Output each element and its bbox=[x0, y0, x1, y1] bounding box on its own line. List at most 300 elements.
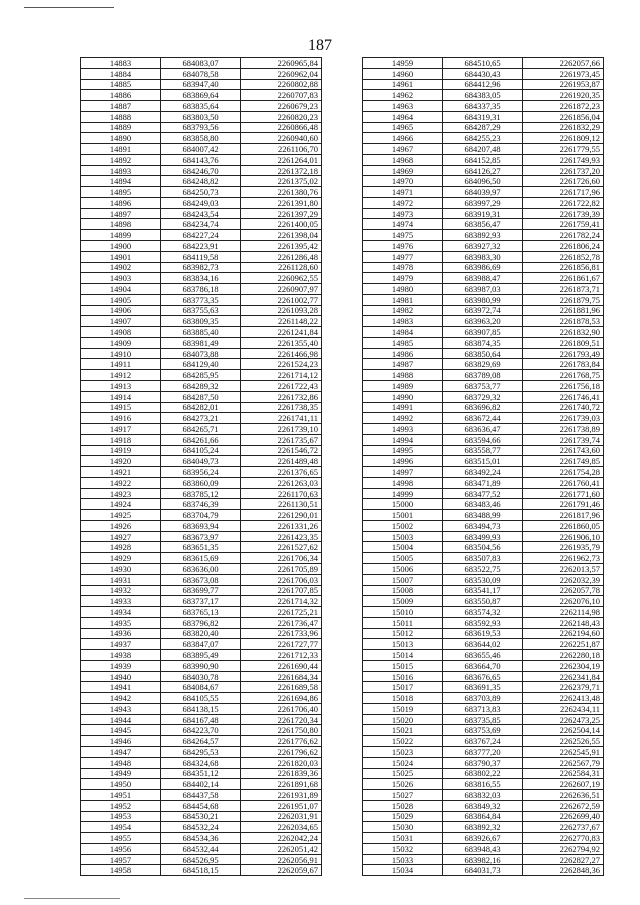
point-number-cell: 14992 bbox=[363, 413, 443, 424]
table-row bbox=[81, 445, 322, 456]
y-coordinate-cell: 2261398,04 bbox=[241, 230, 322, 241]
point-number-cell: 14939 bbox=[81, 660, 161, 671]
x-coordinate-cell: 683499,93 bbox=[443, 531, 523, 542]
y-coordinate-cell: 2261689,58 bbox=[241, 682, 322, 693]
point-number-cell: 14895 bbox=[81, 187, 161, 198]
y-coordinate-cell: 2261391,80 bbox=[241, 197, 322, 208]
x-coordinate-cell: 684430,43 bbox=[443, 68, 523, 79]
x-coordinate-cell: 684249,03 bbox=[161, 197, 241, 208]
x-coordinate-cell: 684167,48 bbox=[161, 714, 241, 725]
table-row bbox=[81, 165, 322, 176]
y-coordinate-cell: 2261375,02 bbox=[241, 176, 322, 187]
table-row bbox=[81, 542, 322, 553]
y-coordinate-cell: 2261722,82 bbox=[523, 197, 604, 208]
y-coordinate-cell: 2262076,10 bbox=[523, 596, 604, 607]
table-row bbox=[363, 800, 604, 811]
table-row bbox=[81, 757, 322, 768]
y-coordinate-cell: 2262413,48 bbox=[523, 693, 604, 704]
point-number-cell: 14977 bbox=[363, 251, 443, 262]
table-row bbox=[81, 499, 322, 510]
point-number-cell: 14891 bbox=[81, 144, 161, 155]
table-row bbox=[81, 327, 322, 338]
table-row bbox=[363, 574, 604, 585]
table-row bbox=[81, 768, 322, 779]
point-number-cell: 14906 bbox=[81, 305, 161, 316]
table-row bbox=[81, 596, 322, 607]
point-number-cell: 15022 bbox=[363, 736, 443, 747]
point-number-cell: 15001 bbox=[363, 510, 443, 521]
table-row bbox=[363, 650, 604, 661]
y-coordinate-cell: 2261736,47 bbox=[241, 617, 322, 628]
point-number-cell: 14904 bbox=[81, 284, 161, 295]
x-coordinate-cell: 683820,40 bbox=[161, 628, 241, 639]
table-row bbox=[81, 68, 322, 79]
top-rule bbox=[24, 7, 114, 8]
y-coordinate-cell: 2261170,63 bbox=[241, 488, 322, 499]
table-row bbox=[81, 607, 322, 618]
point-number-cell: 15029 bbox=[363, 811, 443, 822]
point-number-cell: 14888 bbox=[81, 111, 161, 122]
x-coordinate-cell: 683515,01 bbox=[443, 456, 523, 467]
x-coordinate-cell: 683550,87 bbox=[443, 596, 523, 607]
point-number-cell: 14949 bbox=[81, 768, 161, 779]
table-row bbox=[363, 628, 604, 639]
x-coordinate-cell: 683990,90 bbox=[161, 660, 241, 671]
table-row bbox=[81, 865, 322, 876]
point-number-cell: 14997 bbox=[363, 467, 443, 478]
coordinates-table-left bbox=[80, 57, 322, 876]
table-row bbox=[81, 424, 322, 435]
x-coordinate-cell: 683796,82 bbox=[161, 617, 241, 628]
y-coordinate-cell: 2262584,31 bbox=[523, 768, 604, 779]
table-row bbox=[363, 101, 604, 112]
table-row bbox=[363, 402, 604, 413]
point-number-cell: 14955 bbox=[81, 833, 161, 844]
point-number-cell: 15026 bbox=[363, 779, 443, 790]
y-coordinate-cell: 2262848,36 bbox=[523, 865, 604, 876]
point-number-cell: 14981 bbox=[363, 294, 443, 305]
point-number-cell: 15020 bbox=[363, 714, 443, 725]
x-coordinate-cell: 683919,31 bbox=[443, 208, 523, 219]
y-coordinate-cell: 2261714,32 bbox=[241, 596, 322, 607]
table-row bbox=[363, 122, 604, 133]
x-coordinate-cell: 683802,22 bbox=[443, 768, 523, 779]
y-coordinate-cell: 2261527,62 bbox=[241, 542, 322, 553]
point-number-cell: 14919 bbox=[81, 445, 161, 456]
y-coordinate-cell: 2261973,45 bbox=[523, 68, 604, 79]
y-coordinate-cell: 2261355,40 bbox=[241, 337, 322, 348]
table-row bbox=[81, 197, 322, 208]
table-row bbox=[363, 445, 604, 456]
y-coordinate-cell: 2262827,27 bbox=[523, 854, 604, 865]
point-number-cell: 15000 bbox=[363, 499, 443, 510]
y-coordinate-cell: 2261861,67 bbox=[523, 273, 604, 284]
table-row bbox=[363, 273, 604, 284]
table-row bbox=[363, 607, 604, 618]
x-coordinate-cell: 684248,82 bbox=[161, 176, 241, 187]
y-coordinate-cell: 2261106,70 bbox=[241, 144, 322, 155]
y-coordinate-cell: 2261738,35 bbox=[241, 402, 322, 413]
table-row bbox=[81, 510, 322, 521]
x-coordinate-cell: 683856,47 bbox=[443, 219, 523, 230]
x-coordinate-cell: 684289,32 bbox=[161, 380, 241, 391]
x-coordinate-cell: 683574,32 bbox=[443, 607, 523, 618]
x-coordinate-cell: 683673,08 bbox=[161, 574, 241, 585]
y-coordinate-cell: 2261380,76 bbox=[241, 187, 322, 198]
y-coordinate-cell: 2261739,39 bbox=[523, 208, 604, 219]
table-row bbox=[363, 284, 604, 295]
point-number-cell: 14964 bbox=[363, 111, 443, 122]
point-number-cell: 15031 bbox=[363, 833, 443, 844]
point-number-cell: 15018 bbox=[363, 693, 443, 704]
y-coordinate-cell: 2261372,18 bbox=[241, 165, 322, 176]
y-coordinate-cell: 2262770,83 bbox=[523, 833, 604, 844]
y-coordinate-cell: 2261783,84 bbox=[523, 359, 604, 370]
y-coordinate-cell: 2261466,98 bbox=[241, 348, 322, 359]
table-row bbox=[81, 176, 322, 187]
point-number-cell: 14965 bbox=[363, 122, 443, 133]
x-coordinate-cell: 683615,69 bbox=[161, 553, 241, 564]
y-coordinate-cell: 2261776,62 bbox=[241, 736, 322, 747]
y-coordinate-cell: 2261690,44 bbox=[241, 660, 322, 671]
x-coordinate-cell: 683789,08 bbox=[443, 370, 523, 381]
point-number-cell: 14911 bbox=[81, 359, 161, 370]
x-coordinate-cell: 683786,18 bbox=[161, 284, 241, 295]
point-number-cell: 15005 bbox=[363, 553, 443, 564]
table-row bbox=[363, 585, 604, 596]
y-coordinate-cell: 2262473,25 bbox=[523, 714, 604, 725]
x-coordinate-cell: 684234,74 bbox=[161, 219, 241, 230]
point-number-cell: 14947 bbox=[81, 747, 161, 758]
table-row bbox=[363, 111, 604, 122]
y-coordinate-cell: 2262636,51 bbox=[523, 790, 604, 801]
y-coordinate-cell: 2261793,49 bbox=[523, 348, 604, 359]
point-number-cell: 14916 bbox=[81, 413, 161, 424]
point-number-cell: 14950 bbox=[81, 779, 161, 790]
y-coordinate-cell: 2260962,04 bbox=[241, 68, 322, 79]
x-coordinate-cell: 684273,21 bbox=[161, 413, 241, 424]
x-coordinate-cell: 683753,69 bbox=[443, 725, 523, 736]
y-coordinate-cell: 2261717,96 bbox=[523, 187, 604, 198]
table-row bbox=[81, 230, 322, 241]
table-row bbox=[81, 854, 322, 865]
table-row bbox=[363, 779, 604, 790]
table-row bbox=[363, 714, 604, 725]
y-coordinate-cell: 2261706,34 bbox=[241, 553, 322, 564]
x-coordinate-cell: 683987,03 bbox=[443, 284, 523, 295]
point-number-cell: 15004 bbox=[363, 542, 443, 553]
y-coordinate-cell: 2261726,60 bbox=[523, 176, 604, 187]
y-coordinate-cell: 2261722,43 bbox=[241, 380, 322, 391]
y-coordinate-cell: 2261872,23 bbox=[523, 101, 604, 112]
point-number-cell: 14935 bbox=[81, 617, 161, 628]
point-number-cell: 14972 bbox=[363, 197, 443, 208]
point-number-cell: 14956 bbox=[81, 843, 161, 854]
table-row bbox=[363, 208, 604, 219]
y-coordinate-cell: 2261286,48 bbox=[241, 251, 322, 262]
y-coordinate-cell: 2260866,48 bbox=[241, 122, 322, 133]
y-coordinate-cell: 2262280,18 bbox=[523, 650, 604, 661]
point-number-cell: 14902 bbox=[81, 262, 161, 273]
table-row bbox=[363, 144, 604, 155]
point-number-cell: 14900 bbox=[81, 241, 161, 252]
point-number-cell: 14899 bbox=[81, 230, 161, 241]
table-row bbox=[363, 165, 604, 176]
y-coordinate-cell: 2262034,65 bbox=[241, 822, 322, 833]
point-number-cell: 14914 bbox=[81, 391, 161, 402]
x-coordinate-cell: 684105,24 bbox=[161, 445, 241, 456]
table-row bbox=[363, 262, 604, 273]
table-row bbox=[81, 585, 322, 596]
x-coordinate-cell: 684096,50 bbox=[443, 176, 523, 187]
table-row bbox=[363, 187, 604, 198]
y-coordinate-cell: 2262032,39 bbox=[523, 574, 604, 585]
point-number-cell: 14998 bbox=[363, 477, 443, 488]
y-coordinate-cell: 2262379,71 bbox=[523, 682, 604, 693]
y-coordinate-cell: 2261733,96 bbox=[241, 628, 322, 639]
x-coordinate-cell: 683988,47 bbox=[443, 273, 523, 284]
x-coordinate-cell: 683963,20 bbox=[443, 316, 523, 327]
point-number-cell: 14957 bbox=[81, 854, 161, 865]
table-row bbox=[81, 402, 322, 413]
y-coordinate-cell: 2261290,01 bbox=[241, 510, 322, 521]
point-number-cell: 14928 bbox=[81, 542, 161, 553]
table-row bbox=[363, 219, 604, 230]
point-number-cell: 15025 bbox=[363, 768, 443, 779]
x-coordinate-cell: 683746,39 bbox=[161, 499, 241, 510]
point-number-cell: 14930 bbox=[81, 563, 161, 574]
y-coordinate-cell: 2261241,84 bbox=[241, 327, 322, 338]
y-coordinate-cell: 2261856,04 bbox=[523, 111, 604, 122]
x-coordinate-cell: 684319,31 bbox=[443, 111, 523, 122]
table-row bbox=[363, 79, 604, 90]
point-number-cell: 14933 bbox=[81, 596, 161, 607]
point-number-cell: 15008 bbox=[363, 585, 443, 596]
table-row bbox=[81, 811, 322, 822]
table-row bbox=[81, 208, 322, 219]
point-number-cell: 14890 bbox=[81, 133, 161, 144]
x-coordinate-cell: 683672,44 bbox=[443, 413, 523, 424]
x-coordinate-cell: 683847,07 bbox=[161, 639, 241, 650]
x-coordinate-cell: 683664,70 bbox=[443, 660, 523, 671]
x-coordinate-cell: 683835,64 bbox=[161, 101, 241, 112]
y-coordinate-cell: 2261891,68 bbox=[241, 779, 322, 790]
y-coordinate-cell: 2261796,62 bbox=[241, 747, 322, 758]
y-coordinate-cell: 2261809,51 bbox=[523, 337, 604, 348]
point-number-cell: 14968 bbox=[363, 154, 443, 165]
point-number-cell: 14993 bbox=[363, 424, 443, 435]
y-coordinate-cell: 2262672,59 bbox=[523, 800, 604, 811]
y-coordinate-cell: 2261706,40 bbox=[241, 703, 322, 714]
y-coordinate-cell: 2261754,28 bbox=[523, 467, 604, 478]
table-row bbox=[363, 305, 604, 316]
x-coordinate-cell: 684129,40 bbox=[161, 359, 241, 370]
x-coordinate-cell: 684351,12 bbox=[161, 768, 241, 779]
table-row bbox=[81, 370, 322, 381]
point-number-cell: 14963 bbox=[363, 101, 443, 112]
y-coordinate-cell: 2261707,85 bbox=[241, 585, 322, 596]
y-coordinate-cell: 2260820,23 bbox=[241, 111, 322, 122]
table-row bbox=[81, 747, 322, 758]
point-number-cell: 14945 bbox=[81, 725, 161, 736]
x-coordinate-cell: 684532,44 bbox=[161, 843, 241, 854]
table-row bbox=[363, 660, 604, 671]
point-number-cell: 14959 bbox=[363, 58, 443, 69]
x-coordinate-cell: 683948,43 bbox=[443, 843, 523, 854]
x-coordinate-cell: 683850,64 bbox=[443, 348, 523, 359]
x-coordinate-cell: 684227,24 bbox=[161, 230, 241, 241]
table-row bbox=[81, 467, 322, 478]
bottom-rule bbox=[24, 898, 120, 899]
y-coordinate-cell: 2260965,84 bbox=[241, 58, 322, 69]
table-row bbox=[81, 219, 322, 230]
y-coordinate-cell: 2261725,21 bbox=[241, 607, 322, 618]
y-coordinate-cell: 2261397,29 bbox=[241, 208, 322, 219]
y-coordinate-cell: 2261759,41 bbox=[523, 219, 604, 230]
table-row bbox=[363, 768, 604, 779]
y-coordinate-cell: 2261779,55 bbox=[523, 144, 604, 155]
table-row bbox=[81, 187, 322, 198]
x-coordinate-cell: 684402,14 bbox=[161, 779, 241, 790]
y-coordinate-cell: 2262251,87 bbox=[523, 639, 604, 650]
y-coordinate-cell: 2261749,93 bbox=[523, 154, 604, 165]
x-coordinate-cell: 683471,89 bbox=[443, 477, 523, 488]
point-number-cell: 14940 bbox=[81, 671, 161, 682]
x-coordinate-cell: 683860,09 bbox=[161, 477, 241, 488]
point-number-cell: 14889 bbox=[81, 122, 161, 133]
x-coordinate-cell: 684383,05 bbox=[443, 90, 523, 101]
x-coordinate-cell: 683981,49 bbox=[161, 337, 241, 348]
point-number-cell: 14953 bbox=[81, 811, 161, 822]
table-row bbox=[81, 520, 322, 531]
y-coordinate-cell: 2262304,19 bbox=[523, 660, 604, 671]
x-coordinate-cell: 683522,75 bbox=[443, 563, 523, 574]
table-row bbox=[363, 488, 604, 499]
y-coordinate-cell: 2261727,77 bbox=[241, 639, 322, 650]
point-number-cell: 14909 bbox=[81, 337, 161, 348]
x-coordinate-cell: 684126,27 bbox=[443, 165, 523, 176]
y-coordinate-cell: 2261906,10 bbox=[523, 531, 604, 542]
x-coordinate-cell: 683927,32 bbox=[443, 241, 523, 252]
y-coordinate-cell: 2261376,65 bbox=[241, 467, 322, 478]
x-coordinate-cell: 683477,52 bbox=[443, 488, 523, 499]
x-coordinate-cell: 683864,84 bbox=[443, 811, 523, 822]
point-number-cell: 14892 bbox=[81, 154, 161, 165]
y-coordinate-cell: 2261920,35 bbox=[523, 90, 604, 101]
y-coordinate-cell: 2261705,89 bbox=[241, 563, 322, 574]
y-coordinate-cell: 2261714,12 bbox=[241, 370, 322, 381]
point-number-cell: 15017 bbox=[363, 682, 443, 693]
y-coordinate-cell: 2261832,29 bbox=[523, 122, 604, 133]
table-row bbox=[81, 833, 322, 844]
table-row bbox=[81, 703, 322, 714]
y-coordinate-cell: 2262114,98 bbox=[523, 607, 604, 618]
point-number-cell: 14980 bbox=[363, 284, 443, 295]
y-coordinate-cell: 2262042,24 bbox=[241, 833, 322, 844]
point-number-cell: 15028 bbox=[363, 800, 443, 811]
point-number-cell: 14884 bbox=[81, 68, 161, 79]
table-row bbox=[81, 779, 322, 790]
x-coordinate-cell: 683947,40 bbox=[161, 79, 241, 90]
x-coordinate-cell: 683619,53 bbox=[443, 628, 523, 639]
table-row bbox=[81, 553, 322, 564]
table-row bbox=[81, 531, 322, 542]
table-row bbox=[81, 693, 322, 704]
point-number-cell: 14961 bbox=[363, 79, 443, 90]
y-coordinate-cell: 2262013,57 bbox=[523, 563, 604, 574]
point-number-cell: 15007 bbox=[363, 574, 443, 585]
point-number-cell: 14971 bbox=[363, 187, 443, 198]
x-coordinate-cell: 683691,35 bbox=[443, 682, 523, 693]
table-row bbox=[81, 434, 322, 445]
y-coordinate-cell: 2262567,79 bbox=[523, 757, 604, 768]
point-number-cell: 14907 bbox=[81, 316, 161, 327]
y-coordinate-cell: 2261740,72 bbox=[523, 402, 604, 413]
x-coordinate-cell: 684143,76 bbox=[161, 154, 241, 165]
point-number-cell: 14931 bbox=[81, 574, 161, 585]
point-number-cell: 14978 bbox=[363, 262, 443, 273]
point-number-cell: 14922 bbox=[81, 477, 161, 488]
table-row bbox=[81, 111, 322, 122]
point-number-cell: 15009 bbox=[363, 596, 443, 607]
x-coordinate-cell: 683696,82 bbox=[443, 402, 523, 413]
y-coordinate-cell: 2262526,55 bbox=[523, 736, 604, 747]
point-number-cell: 14896 bbox=[81, 197, 161, 208]
y-coordinate-cell: 2261760,41 bbox=[523, 477, 604, 488]
x-coordinate-cell: 683636,47 bbox=[443, 424, 523, 435]
point-number-cell: 15002 bbox=[363, 520, 443, 531]
y-coordinate-cell: 2262031,91 bbox=[241, 811, 322, 822]
table-row bbox=[81, 122, 322, 133]
y-coordinate-cell: 2260679,23 bbox=[241, 101, 322, 112]
x-coordinate-cell: 683765,13 bbox=[161, 607, 241, 618]
table-row bbox=[81, 617, 322, 628]
table-row bbox=[363, 790, 604, 801]
y-coordinate-cell: 2261743,60 bbox=[523, 445, 604, 456]
table-row bbox=[81, 284, 322, 295]
table-row bbox=[363, 499, 604, 510]
y-coordinate-cell: 2262194,60 bbox=[523, 628, 604, 639]
x-coordinate-cell: 684152,85 bbox=[443, 154, 523, 165]
x-coordinate-cell: 683832,03 bbox=[443, 790, 523, 801]
table-row bbox=[363, 843, 604, 854]
y-coordinate-cell: 2262051,42 bbox=[241, 843, 322, 854]
table-row bbox=[81, 682, 322, 693]
point-number-cell: 14923 bbox=[81, 488, 161, 499]
point-number-cell: 14883 bbox=[81, 58, 161, 69]
point-number-cell: 14918 bbox=[81, 434, 161, 445]
y-coordinate-cell: 2261953,87 bbox=[523, 79, 604, 90]
table-row bbox=[81, 380, 322, 391]
x-coordinate-cell: 684223,70 bbox=[161, 725, 241, 736]
point-number-cell: 14893 bbox=[81, 165, 161, 176]
y-coordinate-cell: 2261852,78 bbox=[523, 251, 604, 262]
y-coordinate-cell: 2261739,74 bbox=[523, 434, 604, 445]
y-coordinate-cell: 2261817,96 bbox=[523, 510, 604, 521]
x-coordinate-cell: 684007,42 bbox=[161, 144, 241, 155]
y-coordinate-cell: 2261694,86 bbox=[241, 693, 322, 704]
point-number-cell: 14885 bbox=[81, 79, 161, 90]
point-number-cell: 14948 bbox=[81, 757, 161, 768]
x-coordinate-cell: 683849,32 bbox=[443, 800, 523, 811]
y-coordinate-cell: 2260940,60 bbox=[241, 133, 322, 144]
y-coordinate-cell: 2261881,96 bbox=[523, 305, 604, 316]
x-coordinate-cell: 684073,88 bbox=[161, 348, 241, 359]
y-coordinate-cell: 2261489,48 bbox=[241, 456, 322, 467]
point-number-cell: 14970 bbox=[363, 176, 443, 187]
point-number-cell: 14976 bbox=[363, 241, 443, 252]
table-row bbox=[363, 596, 604, 607]
